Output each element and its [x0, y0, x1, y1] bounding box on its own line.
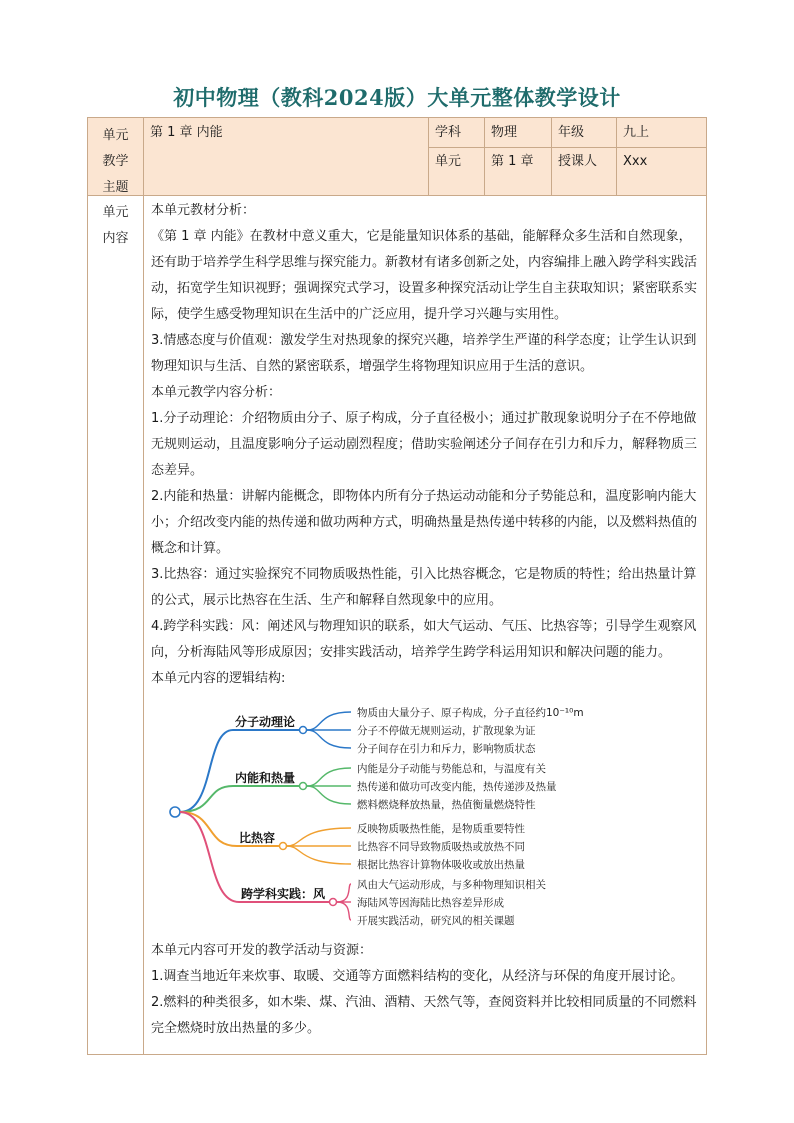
mindmap-leaf-line	[287, 846, 351, 864]
grade-label: 年级	[558, 125, 585, 140]
unit-value: 第 1 章	[491, 154, 534, 169]
content-label: 单元 内容	[102, 205, 129, 246]
paragraph: 2.燃料的种类很多，如木柴、煤、汽油、酒精、天然气等，查阅资料并比较相同质量的不同燃料完全燃烧时放出热量的多少。	[151, 995, 697, 1036]
mindmap-branch-node	[280, 843, 287, 850]
mindmap-branch-label: 跨学科实践：风	[241, 887, 326, 901]
mindmap-leaf-label: 分子不停做无规则运动，扩散现象为证	[357, 725, 536, 737]
mindmap-leaf-label: 海陆风等因海陆比热容差异形成	[357, 897, 504, 909]
paragraph: 本单元教材分析：	[151, 203, 256, 218]
paragraph: 《第 1 章 内能》在教材中意义重大，它是能量知识体系的基础，能解释众多生活和自然现象，还有助于培养学生科学思维与探究能力。新教材有诸多创新之处，内容编排上融入跨学科实践活动，拓宽学生知识视野；强调探究式学习，设置多种探究活动让学生自主获取知识；紧密联系实际，使学生感受物理知识在生活中的广泛应用，提升学习兴趣与实用性。	[151, 229, 698, 322]
mindmap-branch-label: 内能和热量	[235, 771, 296, 785]
mindmap-leaf-line	[307, 712, 351, 730]
paragraph: 4.跨学科实践：风：阐述风与物理知识的联系，如大气运动、气压、比热容等；引导学生观察风向，分析海陆风等形成原因；安排实践活动，培养学生跨学科运用知识和解决问题的能力。	[151, 619, 697, 660]
teacher-value: Xxx	[623, 154, 648, 169]
mindmap-leaf-label: 反映物质吸热性能，是物质重要特性	[357, 823, 525, 835]
mindmap-leaf-label: 燃料燃烧释放热量，热值衡量燃烧特性	[357, 799, 536, 811]
paragraph: 3.比热容：通过实验探究不同物质吸热性能，引入比热容概念，它是物质的特性；给出热量计算的公式，展示比热容在生活、生产和解释自然现象中的应用。	[151, 567, 697, 608]
mindmap-branch-line	[180, 786, 299, 812]
unit-label: 单元	[435, 154, 462, 169]
mindmap-branch-label: 比热容	[239, 831, 276, 845]
mindmap-leaf-label: 物质由大量分子、原子构成，分子直径约10⁻¹⁰m	[357, 707, 584, 719]
topic-value: 第 1 章 内能	[150, 125, 223, 140]
mindmap-leaf-line	[287, 828, 351, 846]
mindmap-branch-node	[300, 727, 307, 734]
teacher-label: 授课人	[558, 154, 598, 169]
mindmap-leaf-label: 分子间存在引力和斥力，影响物质状态	[357, 743, 536, 755]
paragraph: 本单元内容可开发的教学活动与资源：	[151, 943, 373, 958]
mindmap-leaf-line	[337, 884, 351, 902]
mindmap-leaf-line	[307, 786, 351, 804]
mindmap-leaf-label: 风由大气运动形成，与多种物理知识相关	[357, 879, 546, 891]
mindmap-leaf-label: 热传递和做功可改变内能，热传递涉及热量	[357, 781, 557, 793]
mindmap-leaf-label: 根据比热容计算物体吸收或放出热量	[357, 859, 525, 871]
mindmap-leaf-line	[307, 730, 351, 748]
mindmap-leaf-line	[337, 902, 351, 920]
mindmap-leaf-label: 开展实践活动，研究风的相关课题	[357, 915, 515, 927]
mindmap-leaf-label: 比热容不同导致物质吸热或放热不同	[357, 841, 525, 853]
logic-structure-mindmap	[163, 694, 643, 934]
page-title: 初中物理（教科2024版）大单元整体教学设计	[173, 85, 621, 110]
paragraph: 本单元教学内容分析：	[151, 385, 282, 400]
paragraph: 3.情感态度与价值观：激发学生对热现象的探究兴趣，培养学生严谨的科学态度；让学生认识到物理知识与生活、自然的紧密联系，增强学生将物理知识应用于生活的意识。	[151, 333, 697, 374]
grade-value: 九上	[623, 125, 650, 140]
subject-value: 物理	[491, 125, 518, 140]
mindmap-leaf-line	[307, 768, 351, 786]
topic-label: 单元 教学 主题	[102, 128, 129, 195]
mindmap-leaf-label: 内能是分子动能与势能总和，与温度有关	[357, 763, 546, 775]
unit-content	[145, 198, 705, 1042]
paragraph: 1.调查当地近年来炊事、取暖、交通等方面燃料结构的变化，从经济与环保的角度开展讨论。	[151, 969, 684, 984]
paragraph: 2.内能和热量：讲解内能概念，即物体内所有分子热运动动能和分子势能总和，温度影响内能大小；介绍改变内能的热传递和做功两种方式，明确热量是热传递中转移的内能，以及燃料热值的概念和计算。	[151, 489, 698, 556]
mindmap-root-node	[170, 807, 180, 817]
paragraph: 1.分子动理论：介绍物质由分子、原子构成，分子直径极小；通过扩散现象说明分子在不停地做无规则运动，且温度影响分子运动剧烈程度；借助实验阐述分子间存在引力和斥力，解释物质三态差异。	[151, 411, 698, 478]
mindmap-branch-node	[300, 783, 307, 790]
paragraph: 本单元内容的逻辑结构:	[151, 671, 286, 686]
subject-label: 学科	[435, 125, 462, 140]
mindmap-branch-node	[330, 899, 337, 906]
mindmap-branch-label: 分子动理论	[235, 715, 296, 729]
